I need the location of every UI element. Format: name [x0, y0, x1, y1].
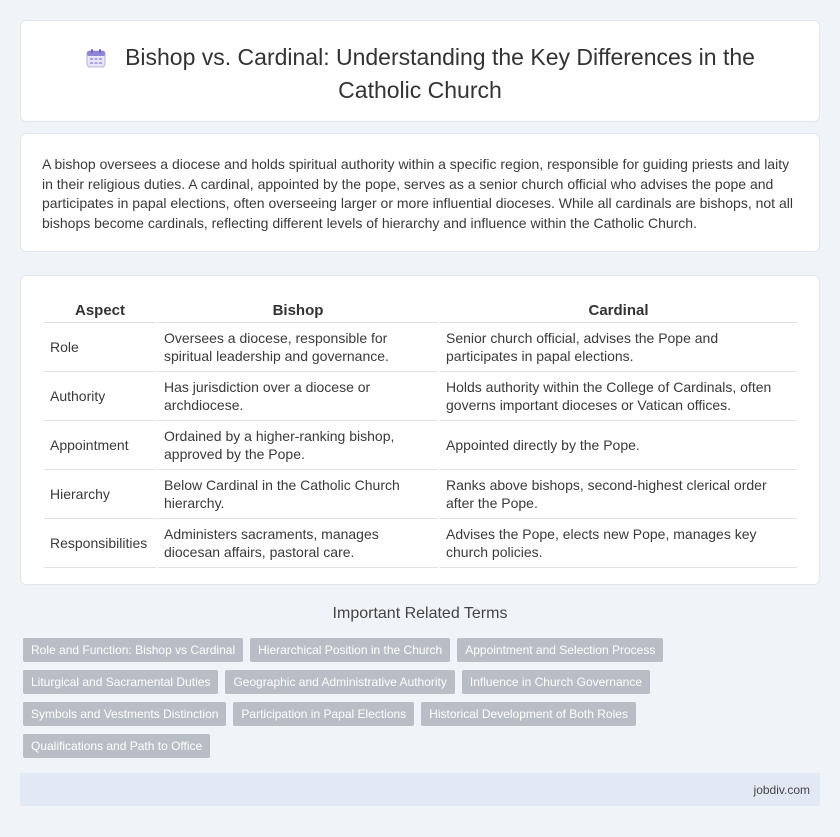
related-terms-list [23, 638, 823, 766]
related-term-tag[interactable]: Geographic and Administrative Authority [225, 670, 454, 694]
intro-card [20, 133, 820, 252]
page-title [21, 43, 819, 105]
table-row [44, 519, 797, 568]
cell-cardinal: Ranks above bishops, second-highest clerical order after the Pope. [440, 470, 797, 519]
table-row [44, 470, 797, 519]
related-term-tag[interactable]: Influence in Church Governance [462, 670, 650, 694]
cell-bishop: Has jurisdiction over a diocese or archdiocese. [158, 372, 438, 421]
title-line-1: Bishop vs. Cardinal: Understanding the Key Differences in the [125, 44, 755, 70]
related-term-tag[interactable]: Historical Development of Both Roles [421, 702, 636, 726]
table-row [44, 323, 797, 372]
related-term-tag[interactable]: Hierarchical Position in the Church [250, 638, 450, 662]
intro-paragraph: A bishop oversees a diocese and holds spiritual authority within a specific region, responsible for guiding priests and laity in their religious duties. A cardinal, appointed by the pope, serves as a senior church official who advises the pope and participates in papal elections, often overseeing larger or more influential dioceses. While all cardinals are bishops, not all bishops become cardinals, reflecting different levels of hierarchy and influence within the Catholic Church. [42, 156, 793, 231]
cell-bishop: Oversees a diocese, responsible for spiritual leadership and governance. [158, 323, 438, 372]
cell-aspect: Hierarchy [44, 470, 156, 519]
related-term-tag[interactable]: Appointment and Selection Process [457, 638, 663, 662]
cell-cardinal: Senior church official, advises the Pope and participates in papal elections. [440, 323, 797, 372]
related-term-tag[interactable]: Role and Function: Bishop vs Cardinal [23, 638, 243, 662]
comparison-table [42, 296, 799, 568]
cell-bishop: Below Cardinal in the Catholic Church hierarchy. [158, 470, 438, 519]
footer [20, 773, 820, 806]
title-card [20, 20, 820, 122]
header-aspect: Aspect [44, 296, 156, 323]
related-term-tag[interactable]: Qualifications and Path to Office [23, 734, 210, 758]
tag-row [23, 702, 823, 726]
tag-row [23, 670, 823, 694]
footer-site-link[interactable]: jobdiv.com [753, 783, 810, 797]
cell-aspect: Responsibilities [44, 519, 156, 568]
table-header-row [44, 296, 797, 323]
tag-row [23, 638, 823, 662]
related-term-tag[interactable]: Liturgical and Sacramental Duties [23, 670, 218, 694]
cell-cardinal: Holds authority within the College of Cardinals, often governs important dioceses or Vatican offices. [440, 372, 797, 421]
related-term-tag[interactable]: Symbols and Vestments Distinction [23, 702, 226, 726]
comparison-card [20, 275, 820, 585]
table-row [44, 372, 797, 421]
cell-cardinal: Advises the Pope, elects new Pope, manages key church policies. [440, 519, 797, 568]
cell-bishop: Administers sacraments, manages diocesan affairs, pastoral care. [158, 519, 438, 568]
cell-cardinal: Appointed directly by the Pope. [440, 421, 797, 470]
related-term-tag[interactable]: Participation in Papal Elections [233, 702, 414, 726]
cell-aspect: Authority [44, 372, 156, 421]
table-row [44, 421, 797, 470]
related-terms-heading: Important Related Terms [332, 605, 508, 622]
tag-row [23, 734, 823, 758]
calendar-icon [85, 47, 107, 76]
header-bishop: Bishop [158, 296, 438, 323]
cell-aspect: Role [44, 323, 156, 372]
cell-aspect: Appointment [44, 421, 156, 470]
header-cardinal: Cardinal [440, 296, 797, 323]
cell-bishop: Ordained by a higher-ranking bishop, approved by the Pope. [158, 421, 438, 470]
title-line-2: Catholic Church [338, 77, 502, 103]
